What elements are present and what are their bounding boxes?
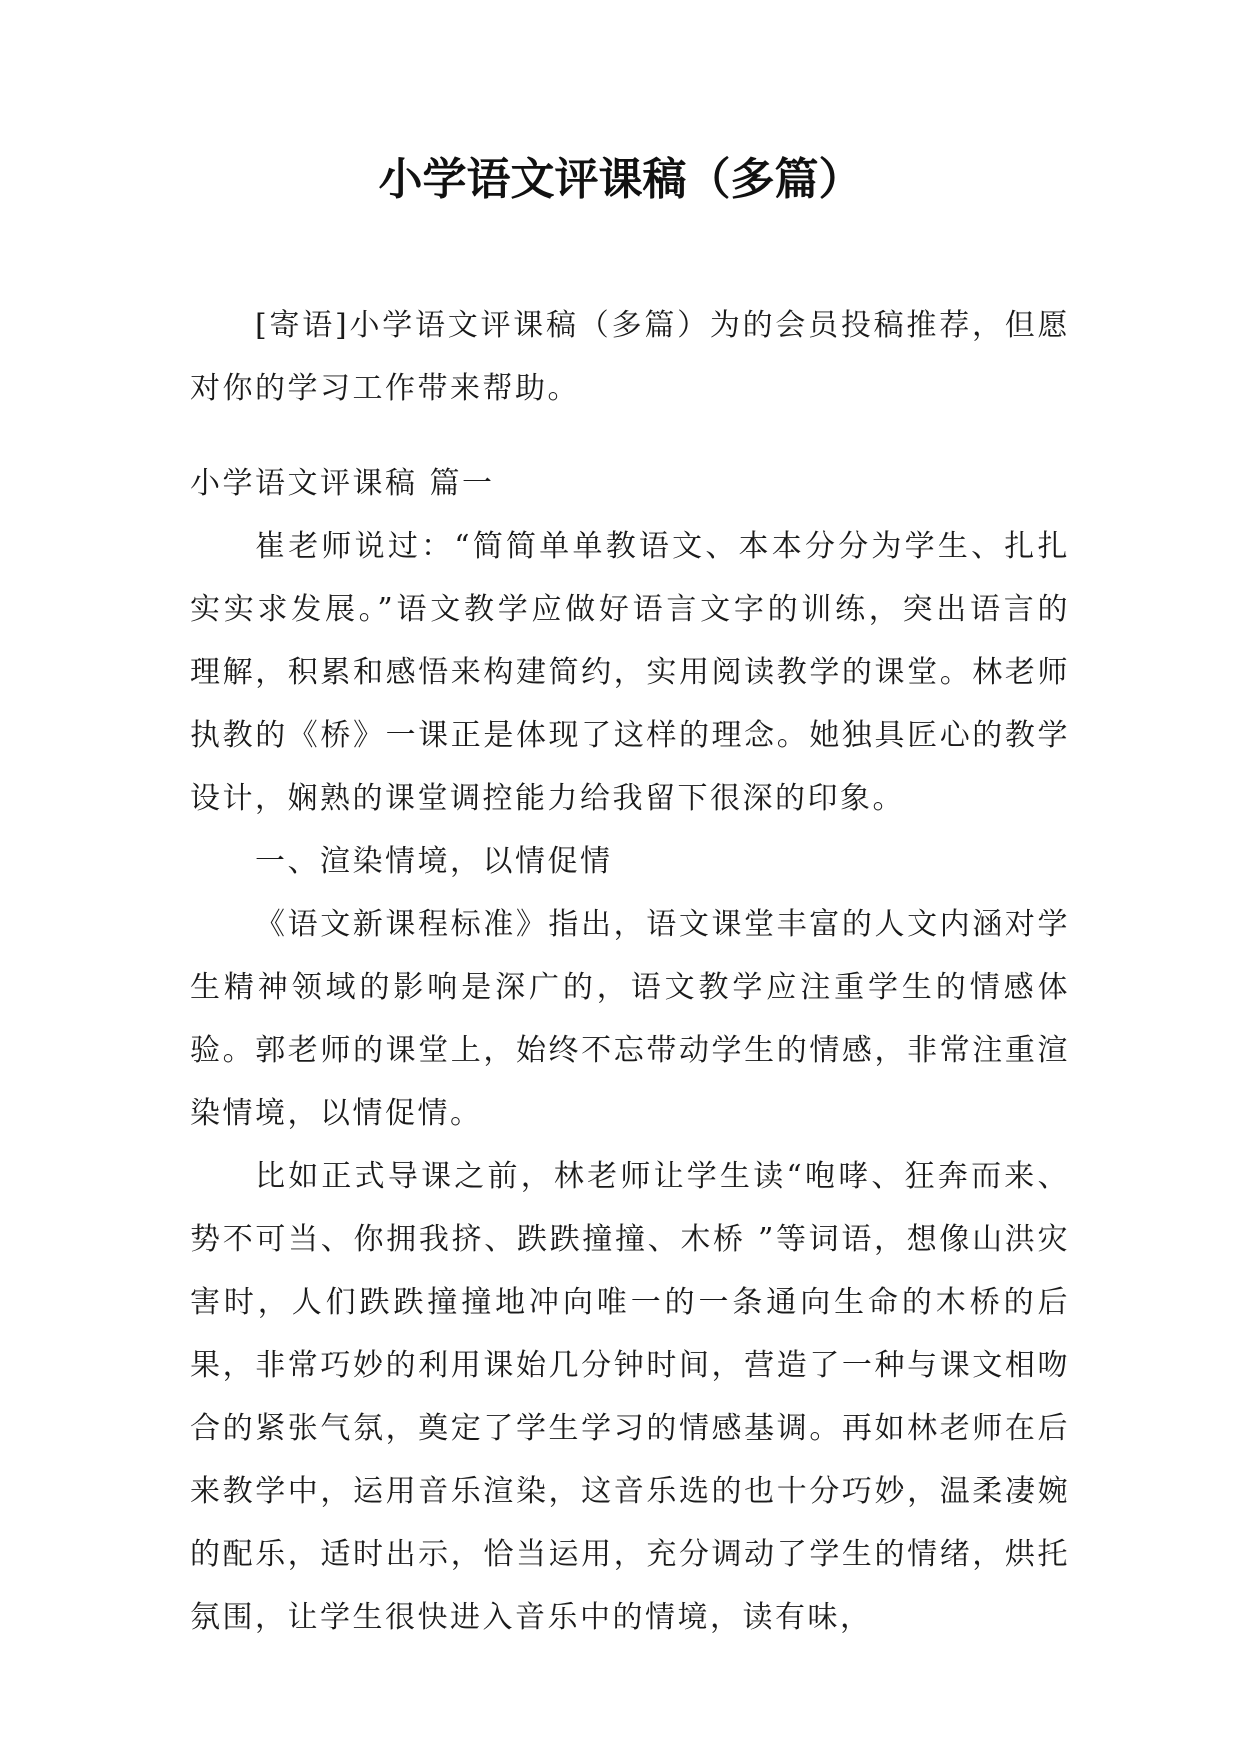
body-paragraph: 比如正式导课之前，林老师让学生读“咆哮、狂奔而来、势不可当、你拥我挤、跌跌撞撞、木桥 ”等词语，想像山洪灾害时，人们跌跌撞撞地冲向唯一的一条通向生命的木桥的后果，非常巧妙的利用课始几分钟时间，营造了一种与课文相吻合的紧张气氛，奠定了学生学习的情感基调。再如林老师在后来教学中，运用音乐渲染，这音乐选的也十分巧妙，温柔凄婉的配乐，适时出示，恰当运用，充分调动了学生的情绪，烘托氛围，让学生很快进入音乐中的情境，读有味， xyxy=(190,1159,1070,1635)
document-title: 小学语文评课稿（多篇） xyxy=(378,154,863,205)
body-paragraph: 《语文新课程标准》指出，语文课堂丰富的人文内涵对学生精神领域的影响是深广的，语文教学应注重学生的情感体验。郭老师的课堂上，始终不忘带动学生的情感，非常注重渲染情境，以情促情。 xyxy=(190,907,1070,1131)
section-heading: 小学语文评课稿 篇一 xyxy=(190,466,495,501)
subsection-heading: 一、渲染情境，以情促情 xyxy=(255,844,613,879)
body-paragraph: 崔老师说过：“简简单单教语文、本本分分为学生、扎扎实实求发展。”语文教学应做好语言文字的训练，突出语言的理解，积累和感悟来构建简约，实用阅读教学的课堂。林老师执教的《桥》一课正是体现了这样的理念。她独具匠心的教学设计，娴熟的课堂调控能力给我留下很深的印象。 xyxy=(190,529,1070,816)
preface-paragraph: [寄语]小学语文评课稿（多篇）为的会员投稿推荐，但愿对你的学习工作带来帮助。 xyxy=(190,308,1070,406)
document-body xyxy=(190,294,1070,1649)
